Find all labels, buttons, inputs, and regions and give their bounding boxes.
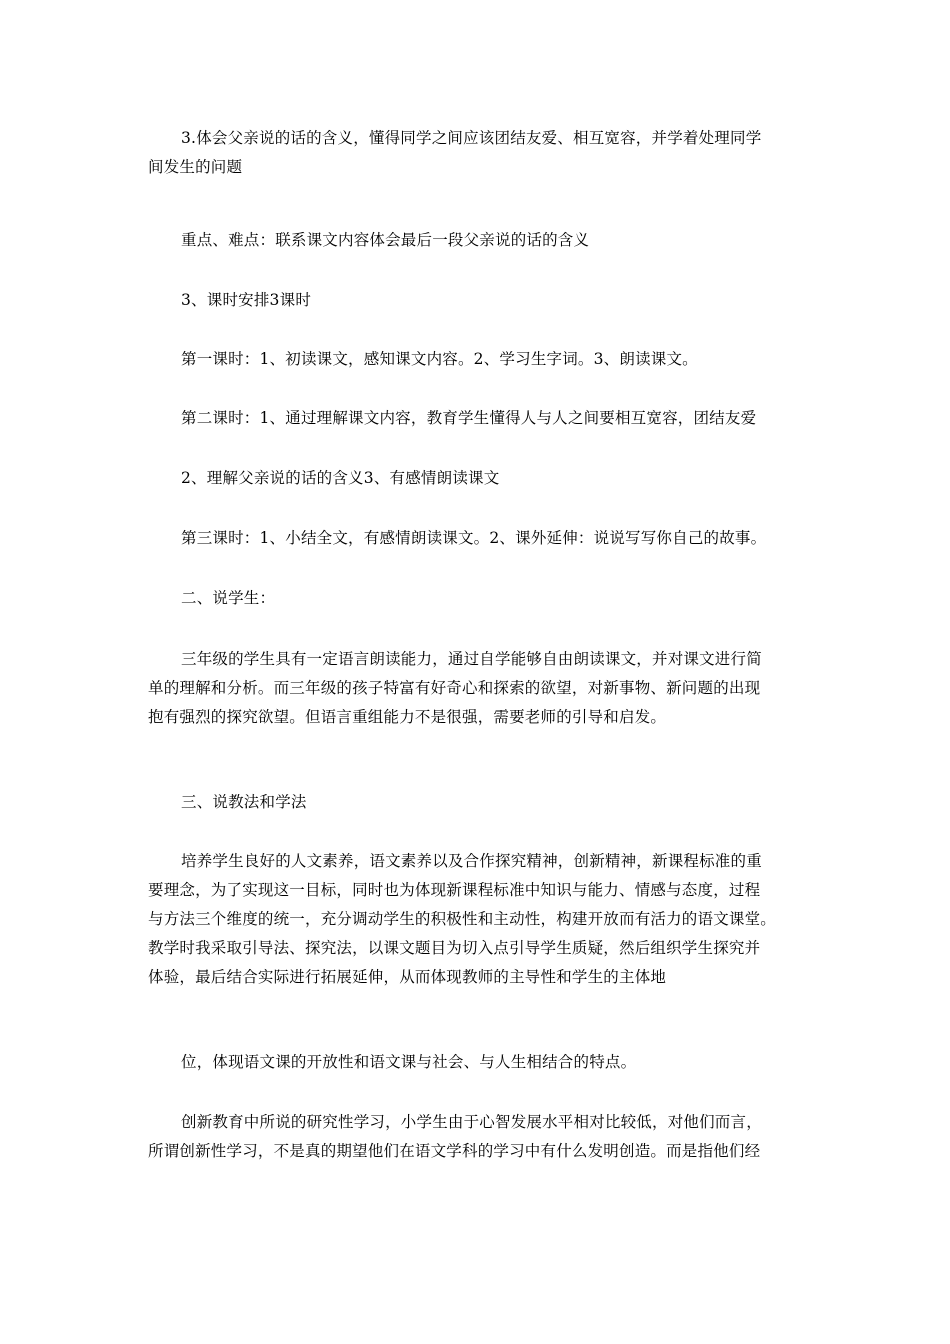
paragraph-line: 间发生的问题 xyxy=(148,158,243,176)
paragraph-schedule xyxy=(148,286,808,315)
paragraph-methods xyxy=(148,847,808,992)
section-heading-methods xyxy=(148,788,808,817)
paragraph-line: 2、理解父亲说的话的含义3、有感情朗读课文 xyxy=(181,469,500,487)
paragraph-lesson-2-cont xyxy=(148,464,808,493)
paragraph-line: 所谓创新性学习，不是真的期望他们在语文学科的学习中有什么发明创造。而是指他们经 xyxy=(148,1142,761,1160)
paragraph-lesson-1 xyxy=(148,345,808,374)
paragraph-line: 位，体现语文课的开放性和语文课与社会、与人生相结合的特点。 xyxy=(181,1053,637,1071)
paragraph-line: 抱有强烈的探究欲望。但语言重组能力不是很强，需要老师的引导和启发。 xyxy=(148,708,667,726)
section-heading-students xyxy=(148,584,808,613)
paragraph-line: 重点、难点：联系课文内容体会最后一段父亲说的话的含义 xyxy=(181,231,590,249)
paragraph-line: 第二课时：1、通过理解课文内容，教育学生懂得人与人之间要相互宽容，团结友爱 xyxy=(181,409,757,427)
paragraph-line: 要理念，为了实现这一目标，同时也为体现新课程标准中知识与能力、情感与态度，过程 xyxy=(148,881,761,899)
paragraph-line: 教学时我采取引导法、探究法，以课文题目为切入点引导学生质疑，然后组织学生探究并 xyxy=(148,939,761,957)
paragraph-line: 体验，最后结合实际进行拓展延伸，从而体现教师的主导性和学生的主体地 xyxy=(148,968,667,986)
section-heading: 二、说学生： xyxy=(181,589,276,607)
paragraph-line: 培养学生良好的人文素养，语文素养以及合作探究精神，创新精神，新课程标准的重 xyxy=(181,852,762,870)
paragraph-line: 三年级的学生具有一定语言朗读能力，通过自学能够自由朗读课文，并对课文进行简 xyxy=(181,650,762,668)
paragraph-line: 单的理解和分析。而三年级的孩子特富有好奇心和探索的欲望，对新事物、新问题的出现 xyxy=(148,679,761,697)
paragraph-lesson-3 xyxy=(148,524,808,553)
paragraph-line: 创新教育中所说的研究性学习，小学生由于心智发展水平相对比较低，对他们而言， xyxy=(181,1113,762,1131)
paragraph-objective-3 xyxy=(148,124,808,182)
section-heading: 三、说教法和学法 xyxy=(181,793,307,811)
paragraph-line: 3.体会父亲说的话的含义，懂得同学之间应该团结友爱、相互宽容，并学着处理同学 xyxy=(181,129,762,147)
paragraph-line: 第三课时：1、小结全文，有感情朗读课文。2、课外延伸：说说写写你自己的故事。 xyxy=(181,529,767,547)
paragraph-line: 与方法三个维度的统一，充分调动学生的积极性和主动性，构建开放而有活力的语文课堂。 xyxy=(148,910,777,928)
paragraph-line: 第一课时：1、初读课文，感知课文内容。2、学习生字词。3、朗读课文。 xyxy=(181,350,698,368)
paragraph-lesson-2 xyxy=(148,404,808,433)
paragraph-line: 3、课时安排3课时 xyxy=(181,291,312,309)
paragraph-key-points xyxy=(148,226,808,255)
paragraph-innovation xyxy=(148,1108,808,1166)
paragraph-students xyxy=(148,645,808,732)
paragraph-methods-cont xyxy=(148,1048,808,1077)
